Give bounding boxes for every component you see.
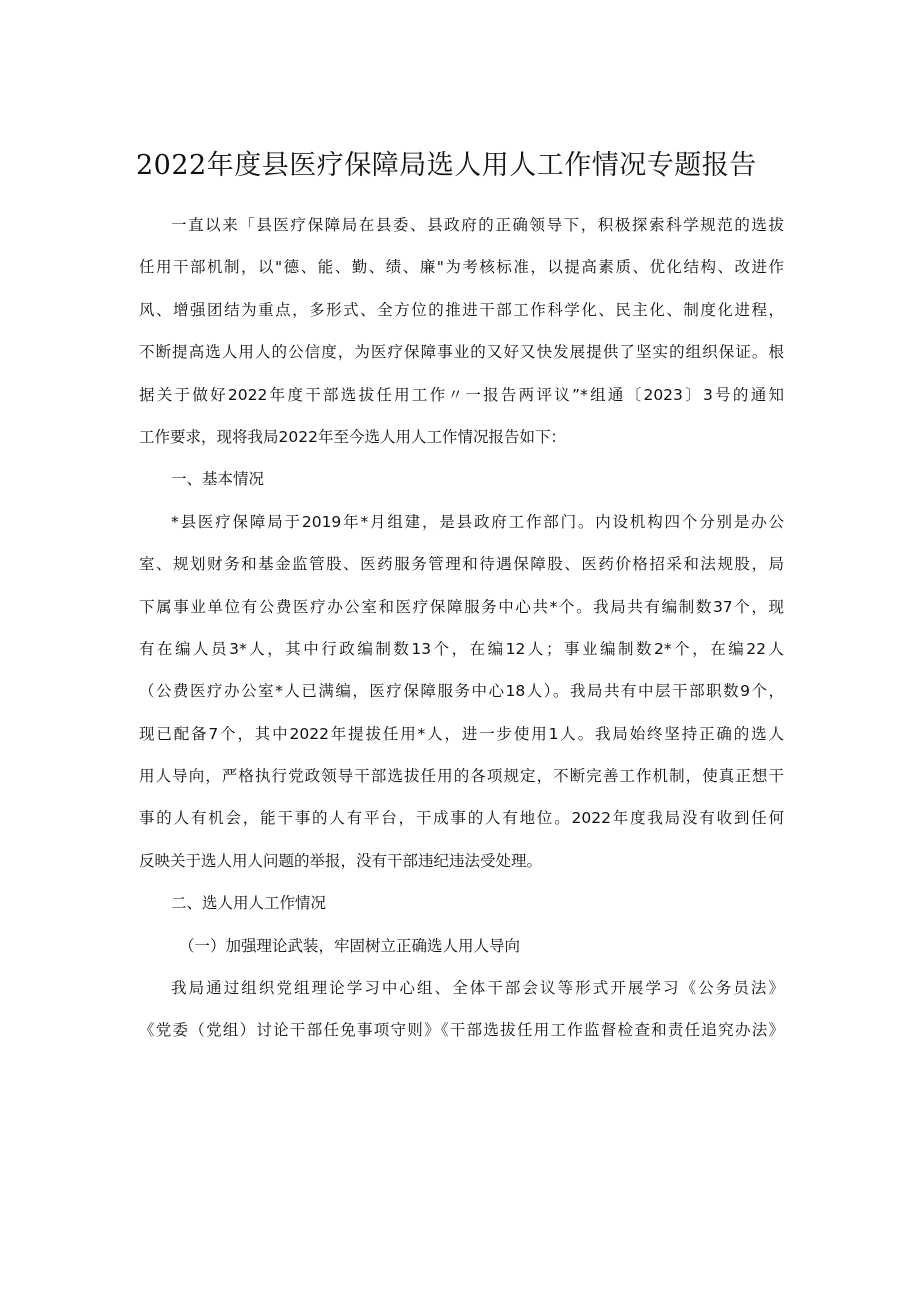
paragraph-1-line-5: 据关于做好2022年度干部选拔任用工作〃一报告两评议”*组通〔2023〕3号的通知 [139, 385, 784, 404]
subsection-heading-1: （一）加强理论武装，牢固树立正确选人用人导向 [179, 936, 521, 955]
paragraph-2-line-7: 用人导向，严格执行党政领导干部选拔任用的各项规定，不断完善工作机制，使真正想干 [139, 767, 784, 786]
paragraph-1-line-1: 一直以来「县医疗保障局在县委、县政府的正确领导下，积极探索科学规范的选拔 [171, 216, 784, 234]
paragraph-1-line-3: 风、增强团结为重点，多形式、全方位的推进干部工作科学化、民主化、制度化进程， [139, 300, 784, 319]
paragraph-2-line-2: 室、规划财务和基金监管股、医药服务管理和待遇保障股、医药价格招采和法规股，局 [139, 555, 784, 574]
section-heading-basic-info: 一、基本情况 [171, 470, 265, 489]
paragraph-3-line-1: 我局通过组织党组理论学习中心组、全体干部会议等形式开展学习《公务员法》 [171, 979, 784, 998]
paragraph-2-line-6: 现已配备7个，其中2022年提拔任用*人，进一步使用1人。我局始终坚持正确的选人 [139, 724, 784, 743]
paragraph-1-line-4: 不断提高选人用人的公信度，为医疗保障事业的又好又快发展提供了坚实的组织保证。根 [139, 343, 784, 362]
document-body [139, 204, 784, 1052]
paragraph-3-line-2: 《党委（党组）讨论干部任免事项守则》《干部选拔任用工作监督检查和责任追究办法》 [139, 1021, 784, 1040]
document-title: 2022年度县医疗保障局选人用人工作情况专题报告 [136, 150, 757, 181]
paragraph-1-line-2: 任用干部机制，以"德、能、勤、绩、廉"为考核标准，以提高素质、优化结构、改进作 [139, 258, 784, 277]
paragraph-2-line-5: （公费医疗办公室*人已满编，医疗保障服务中心18人）。我局共有中层干部职数9个， [139, 682, 784, 701]
paragraph-2-line-3: 下属事业单位有公费医疗办公室和医疗保障服务中心共*个。我局共有编制数37个，现 [139, 597, 784, 616]
paragraph-2-line-9: 反映关于选人用人问题的举报，没有干部违纪违法受处理。 [139, 851, 543, 870]
paragraph-1-line-6: 工作要求，现将我局2022年至今选人用人工作情况报告如下： [139, 427, 566, 446]
paragraph-2-line-4: 有在编人员3*人，其中行政编制数13个，在编12人；事业编制数2*个，在编22人 [139, 639, 784, 658]
paragraph-2-line-1: *县医疗保障局于2019年*月组建，是县政府工作部门。内设机构四个分别是办公 [171, 512, 784, 531]
paragraph-2-line-8: 事的人有机会，能干事的人有平台，干成事的人有地位。2022年度我局没有收到任何 [139, 809, 784, 828]
section-heading-selection-work: 二、选人用人工作情况 [171, 894, 327, 913]
